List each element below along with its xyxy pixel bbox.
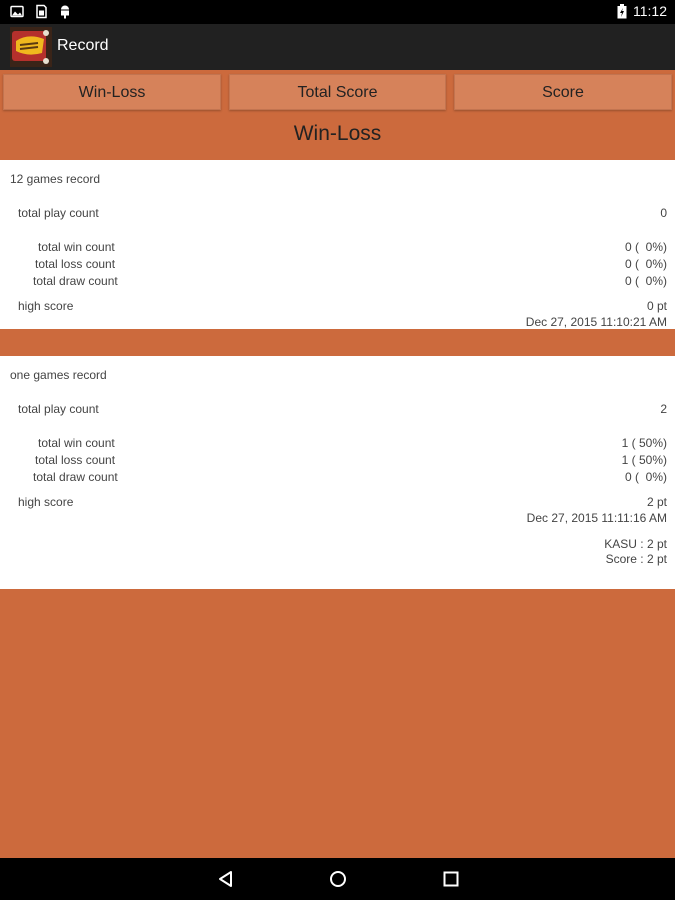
app-logo-icon[interactable] xyxy=(10,27,52,67)
high-score-date: Dec 27, 2015 11:11:16 AM xyxy=(526,511,667,525)
back-icon[interactable] xyxy=(216,869,236,889)
win-count-value: 0 ( 0%) xyxy=(624,240,667,254)
play-count-label: total play count xyxy=(18,206,99,220)
tab-score[interactable]: Score xyxy=(454,74,672,110)
high-score-label: high score xyxy=(18,299,74,313)
play-count-value: 0 xyxy=(660,206,667,220)
section-title: Win-Loss xyxy=(293,122,382,145)
status-time: 11:12 xyxy=(633,3,667,19)
app-title: Record xyxy=(57,37,109,54)
score-detail: Score : 2 pt xyxy=(605,552,667,566)
loss-count-label: total loss count xyxy=(35,257,116,271)
high-score-value: 0 pt xyxy=(646,299,667,313)
tab-win-loss[interactable]: Win-Loss xyxy=(3,74,221,110)
loss-count-value: 1 ( 50%) xyxy=(621,453,667,467)
home-icon[interactable] xyxy=(328,869,348,889)
record-header: one games record xyxy=(10,368,107,382)
draw-count-label: total draw count xyxy=(33,470,118,484)
draw-count-value: 0 ( 0%) xyxy=(624,470,667,484)
recents-icon[interactable] xyxy=(441,869,461,889)
tab-bar xyxy=(0,72,675,112)
play-count-value: 2 xyxy=(660,402,667,416)
record-card xyxy=(0,160,675,329)
high-score-date: Dec 27, 2015 11:10:21 AM xyxy=(525,315,667,329)
win-count-label: total win count xyxy=(38,240,115,254)
battery-charging-icon xyxy=(617,4,627,19)
record-header: 12 games record xyxy=(10,172,101,186)
image-icon xyxy=(10,4,24,19)
high-score-label: high score xyxy=(18,495,74,509)
status-bar xyxy=(0,0,675,24)
win-count-label: total win count xyxy=(38,436,115,450)
win-count-value: 1 ( 50%) xyxy=(621,436,667,450)
high-score-value: 2 pt xyxy=(646,495,667,509)
tab-total-score[interactable]: Total Score xyxy=(229,74,446,110)
navigation-bar xyxy=(0,858,675,900)
loss-count-label: total loss count xyxy=(35,453,116,467)
draw-count-label: total draw count xyxy=(33,274,118,288)
android-icon xyxy=(58,4,72,19)
action-bar xyxy=(0,24,675,70)
play-count-label: total play count xyxy=(18,402,99,416)
sim-icon xyxy=(34,4,48,19)
score-detail: KASU : 2 pt xyxy=(604,537,667,551)
loss-count-value: 0 ( 0%) xyxy=(624,257,667,271)
draw-count-value: 0 ( 0%) xyxy=(624,274,667,288)
record-card xyxy=(0,356,675,589)
